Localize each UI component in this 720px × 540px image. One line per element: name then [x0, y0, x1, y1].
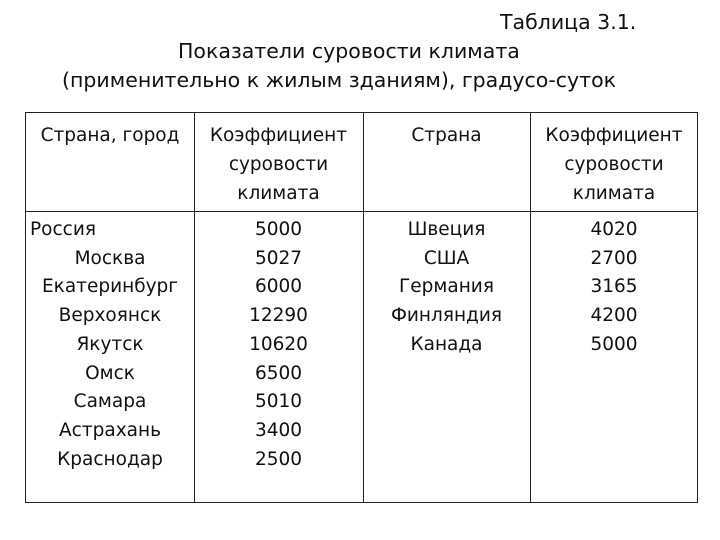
coefficient-column-2: [530, 216, 698, 360]
header-divider: [26, 211, 697, 212]
value-cell: 10620: [249, 333, 308, 355]
header-coefficient-2-line: климата: [572, 183, 656, 204]
value-cell: 5010: [254, 391, 303, 413]
value-cell: 5000: [254, 219, 303, 240]
header-coefficient-2-line: суровости: [564, 154, 664, 175]
header-country: Страна: [411, 125, 482, 146]
country-cell: Финляндия: [390, 305, 503, 327]
coefficient-column-1: [194, 216, 363, 474]
value-cell: 5000: [590, 333, 638, 355]
place-cell: Екатеринбург: [41, 276, 179, 298]
header-coefficient-1: [194, 121, 363, 208]
country-cell: Швеция: [407, 219, 486, 240]
place-cell: Верхоянск: [58, 305, 162, 327]
value-cell: 2500: [254, 448, 303, 470]
place-cell: Якутск: [76, 333, 144, 355]
country-cell: Канада: [410, 333, 483, 355]
table-number: Таблица 3.1.: [500, 10, 637, 34]
value-cell: 2700: [590, 247, 638, 269]
country-cell: Германия: [399, 276, 494, 298]
value-cell: 4200: [590, 305, 638, 327]
place-cell: Краснодар: [57, 448, 163, 470]
header-coefficient-2-line: Коэффициент: [545, 125, 683, 146]
value-cell: 3165: [590, 276, 638, 298]
value-cell: 6000: [254, 276, 303, 298]
value-cell: 5027: [254, 247, 303, 269]
value-cell: 6500: [254, 362, 303, 384]
header-coefficient-2: [530, 121, 698, 208]
table-title-line-1: Показатели суровости климата: [178, 39, 520, 63]
place-cell: Омск: [85, 362, 135, 384]
header-coefficient-1-line: суровости: [228, 154, 329, 175]
value-cell: 4020: [590, 219, 638, 240]
header-coefficient-1-line: климата: [237, 183, 320, 204]
places-column: [26, 216, 194, 474]
header-country-city: Страна, город: [40, 125, 180, 146]
place-cell: Москва: [74, 247, 146, 269]
header-coefficient-1-line: Коэффициент: [209, 125, 348, 146]
table-title-line-2: (применительно к жилым зданиям), градусо-суток: [62, 68, 617, 92]
table-caption: [0, 8, 720, 95]
climate-severity-table: [25, 112, 698, 503]
value-cell: 12290: [249, 305, 308, 327]
place-cell: Самара: [73, 391, 147, 413]
value-cell: 3400: [254, 419, 303, 441]
place-cell: Астрахань: [59, 419, 161, 441]
country-cell: США: [423, 247, 470, 269]
countries-column: [363, 216, 530, 360]
place-cell: Россия: [30, 219, 96, 240]
